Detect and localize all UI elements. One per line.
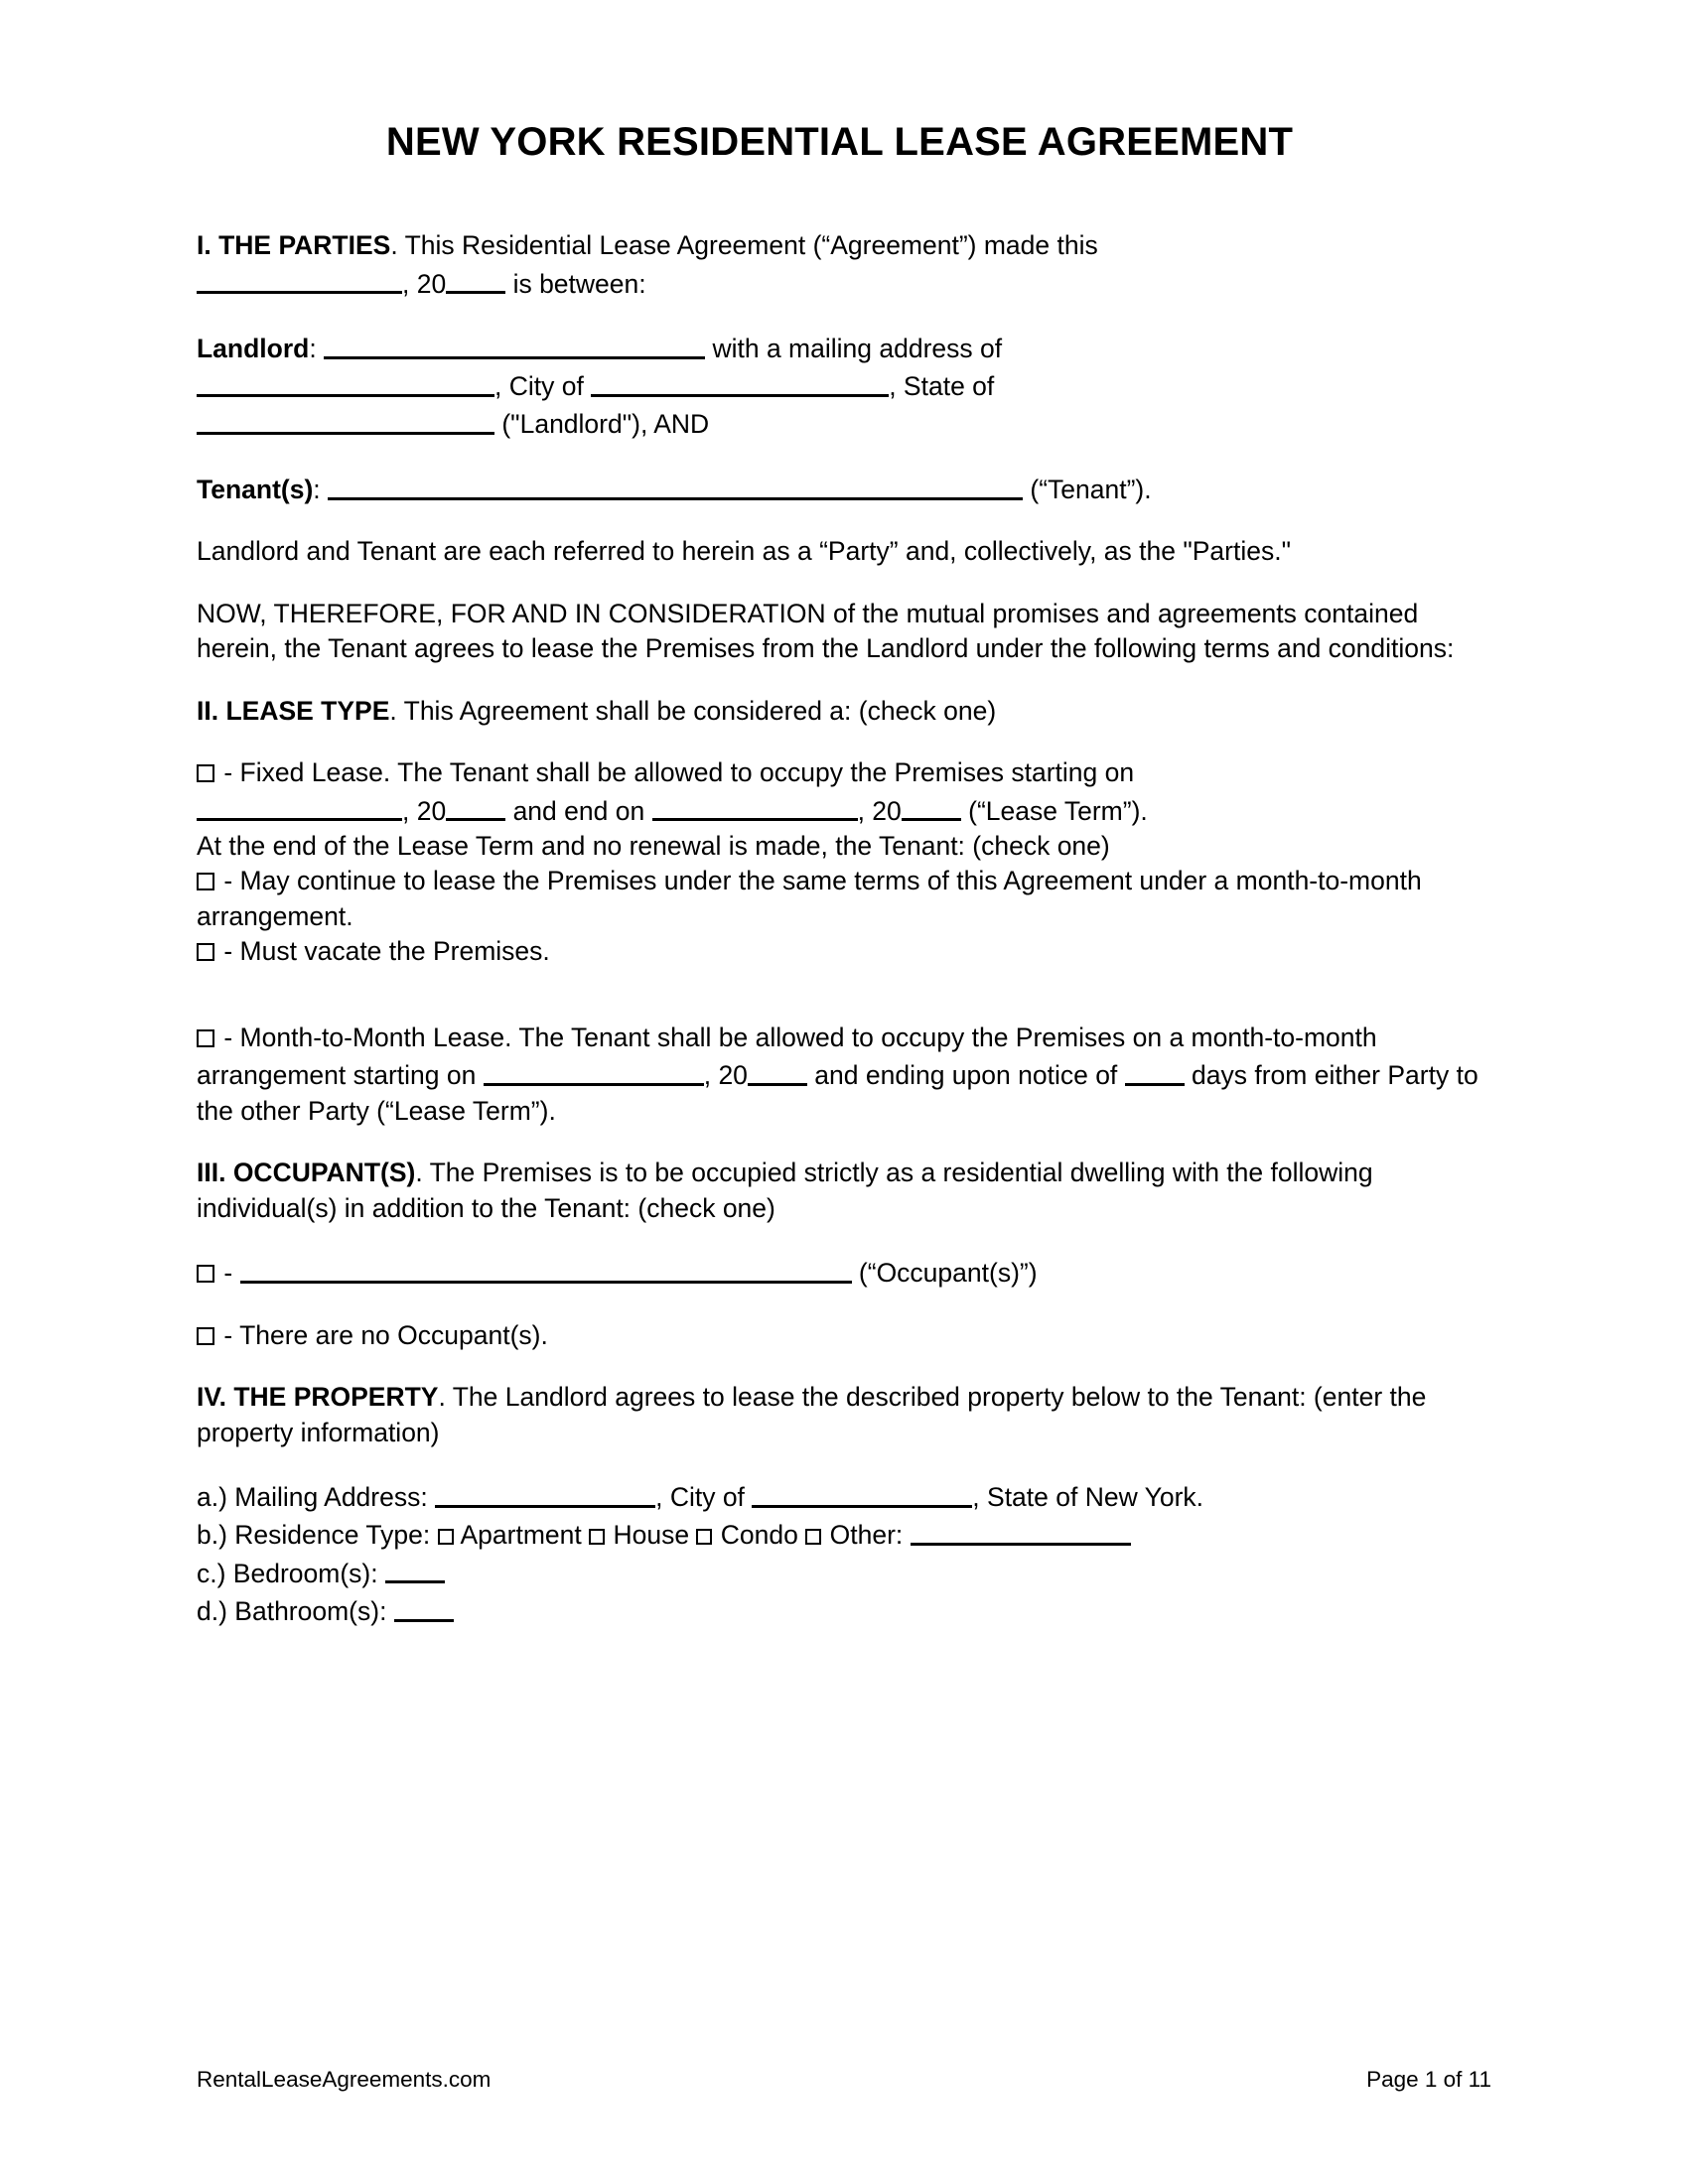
property-item-bedrooms — [197, 1554, 1482, 1591]
page-footer — [197, 2067, 1491, 2093]
party-definition-paragraph: Landlord and Tenant are each referred to herein as a “Party” and, collectively, as the "Parties." — [197, 536, 1292, 567]
footer-site-name: RentalLeaseAgreements.com — [197, 2067, 492, 2092]
fixed-and-end-text: and end on — [505, 795, 652, 826]
mtm-year-prefix: , 20 — [703, 1060, 748, 1091]
section-heading-occupants: III. OCCUPANT(S) — [197, 1158, 416, 1188]
fixed-start-date-blank-field[interactable] — [197, 791, 402, 822]
is-between-text: is between: — [505, 268, 646, 299]
tenant-colon: : — [313, 474, 329, 504]
property-address-blank-field[interactable] — [435, 1477, 655, 1508]
landlord-colon: : — [309, 333, 317, 363]
month-to-month-option — [197, 1021, 1482, 1129]
page-title: NEW YORK RESIDENTIAL LEASE AGREEMENT — [385, 120, 1294, 164]
property-item-bathrooms — [197, 1591, 1482, 1629]
section-the-parties — [197, 228, 1482, 302]
section-heading-property: IV. THE PROPERTY — [197, 1382, 439, 1412]
property-state-text: , State of New York. — [972, 1481, 1204, 1512]
consideration-paragraph: NOW, THEREFORE, FOR AND IN CONSIDERATION of the mutual promises and agreements contained herein, the Tenant agrees to lease the Premises from the Landlord under the following terms and conditions: — [197, 598, 1455, 664]
parties-intro-text: . This Residential Lease Agreement (“Agreement”) made this — [390, 230, 1098, 260]
spacer — [197, 997, 1482, 1021]
checkbox-no-occupants[interactable] — [197, 1327, 214, 1345]
checkbox-must-vacate[interactable] — [197, 943, 214, 961]
bathrooms-blank-field[interactable] — [394, 1591, 454, 1622]
mtm-days-text: days from either Party to the other Party (“Lease Term”). — [197, 1060, 1478, 1126]
landlord-state-text: , State of — [889, 370, 995, 401]
footer-page-number: Page 1 of 11 — [1366, 2067, 1491, 2092]
tenant-paren-text: (“Tenant”). — [1023, 474, 1152, 504]
mtm-start-date-blank-field[interactable] — [484, 1055, 704, 1086]
property-city-blank-field[interactable] — [752, 1477, 972, 1508]
checkbox-condo[interactable] — [696, 1529, 712, 1545]
property-item-residence-type — [197, 1515, 1482, 1553]
occupants-dash-prefix: - — [216, 1258, 240, 1288]
landlord-block — [197, 329, 1482, 443]
fixed-lease-option — [197, 755, 1482, 829]
checkbox-occupants-list[interactable] — [197, 1265, 214, 1283]
property-d-label: d.) Bathroom(s): — [197, 1595, 394, 1626]
landlord-paren-text: ("Landlord"), AND — [494, 409, 710, 440]
occupants-paren-text: (“Occupant(s)”) — [851, 1258, 1038, 1288]
mtm-year-blank-field[interactable] — [748, 1055, 807, 1086]
tenant-label: Tenant(s) — [197, 474, 314, 504]
section-heading-parties: I. THE PARTIES — [197, 230, 391, 260]
section-the-property — [197, 1380, 1482, 1450]
occupants-names-blank-field[interactable] — [240, 1253, 852, 1284]
section-heading-lease-type: II. LEASE TYPE — [197, 695, 390, 726]
checkbox-other[interactable] — [805, 1529, 821, 1545]
checkbox-continue-month-to-month[interactable] — [197, 873, 214, 890]
bedrooms-blank-field[interactable] — [385, 1554, 445, 1584]
checkbox-fixed-lease[interactable] — [197, 764, 214, 782]
landlord-mailing-text: with a mailing address of — [705, 333, 1003, 363]
residence-other-blank-field[interactable] — [911, 1515, 1131, 1546]
landlord-address-blank-field[interactable] — [197, 366, 494, 397]
option-vacate-label: - Must vacate the Premises. — [216, 936, 550, 967]
property-a-label: a.) Mailing Address: — [197, 1481, 436, 1512]
date-year-prefix: , 20 — [402, 268, 447, 299]
checkbox-house[interactable] — [589, 1529, 605, 1545]
option-continue-lease — [197, 864, 1482, 934]
residence-house-label: House — [606, 1520, 697, 1551]
landlord-city-text: , City of — [494, 370, 592, 401]
property-b-label: b.) Residence Type: — [197, 1520, 438, 1551]
property-item-mailing-address — [197, 1477, 1482, 1515]
occupants-option-none — [197, 1318, 1482, 1354]
fixed-start-year-prefix: , 20 — [402, 795, 447, 826]
occupants-option-list — [197, 1253, 1482, 1291]
document-body — [197, 119, 1482, 1629]
property-intro-text: . The Landlord agrees to lease the described property below to the Tenant: (enter the property information) — [197, 1382, 1427, 1447]
tenant-name-blank-field[interactable] — [328, 470, 1023, 500]
mtm-notice-days-blank-field[interactable] — [1125, 1055, 1185, 1086]
residence-apartment-label: Apartment — [454, 1520, 590, 1551]
fixed-lease-text: - Fixed Lease. The Tenant shall be allowed to occupy the Premises starting on — [216, 757, 1135, 788]
mtm-ending-text: and ending upon notice of — [806, 1060, 1125, 1091]
end-of-term-text: At the end of the Lease Term and no renewal is made, the Tenant: (check one) — [197, 830, 1110, 861]
date-blank-field[interactable] — [197, 264, 402, 295]
tenant-block — [197, 470, 1482, 507]
fixed-end-year-prefix: , 20 — [857, 795, 902, 826]
fixed-end-year-blank-field[interactable] — [902, 791, 961, 822]
landlord-label: Landlord — [197, 333, 310, 363]
checkbox-apartment[interactable] — [438, 1529, 454, 1545]
option-vacate-premises — [197, 934, 1482, 970]
fixed-start-year-blank-field[interactable] — [446, 791, 505, 822]
section-occupants — [197, 1156, 1482, 1226]
landlord-name-blank-field[interactable] — [324, 329, 705, 359]
fixed-lease-term-paren: (“Lease Term”). — [960, 795, 1148, 826]
residence-condo-label: Condo — [713, 1520, 806, 1551]
section-lease-type — [197, 694, 1482, 730]
option-continue-label: - May continue to lease the Premises under the same terms of this Agreement under a month-to-month arrangement. — [197, 866, 1422, 931]
occupants-none-label: - There are no Occupant(s). — [216, 1319, 548, 1350]
occupants-intro-text: . The Premises is to be occupied strictly as a residential dwelling with the following individual(s) in addition to the Tenant: (check one) — [197, 1158, 1373, 1223]
lease-type-intro-text: . This Agreement shall be considered a: (check one) — [389, 695, 997, 726]
mtm-lead-text: - Month-to-Month Lease. The Tenant shall be allowed to occupy the Premises on a month-to-month arrangement starting on — [197, 1022, 1377, 1091]
landlord-state-blank-field[interactable] — [197, 404, 494, 435]
property-c-label: c.) Bedroom(s): — [197, 1558, 385, 1588]
fixed-end-date-blank-field[interactable] — [652, 791, 858, 822]
checkbox-month-to-month-lease[interactable] — [197, 1029, 214, 1047]
landlord-city-blank-field[interactable] — [591, 366, 889, 397]
residence-other-label: Other: — [822, 1520, 911, 1551]
date-year-blank-field[interactable] — [446, 264, 505, 295]
property-city-text: , City of — [655, 1481, 753, 1512]
